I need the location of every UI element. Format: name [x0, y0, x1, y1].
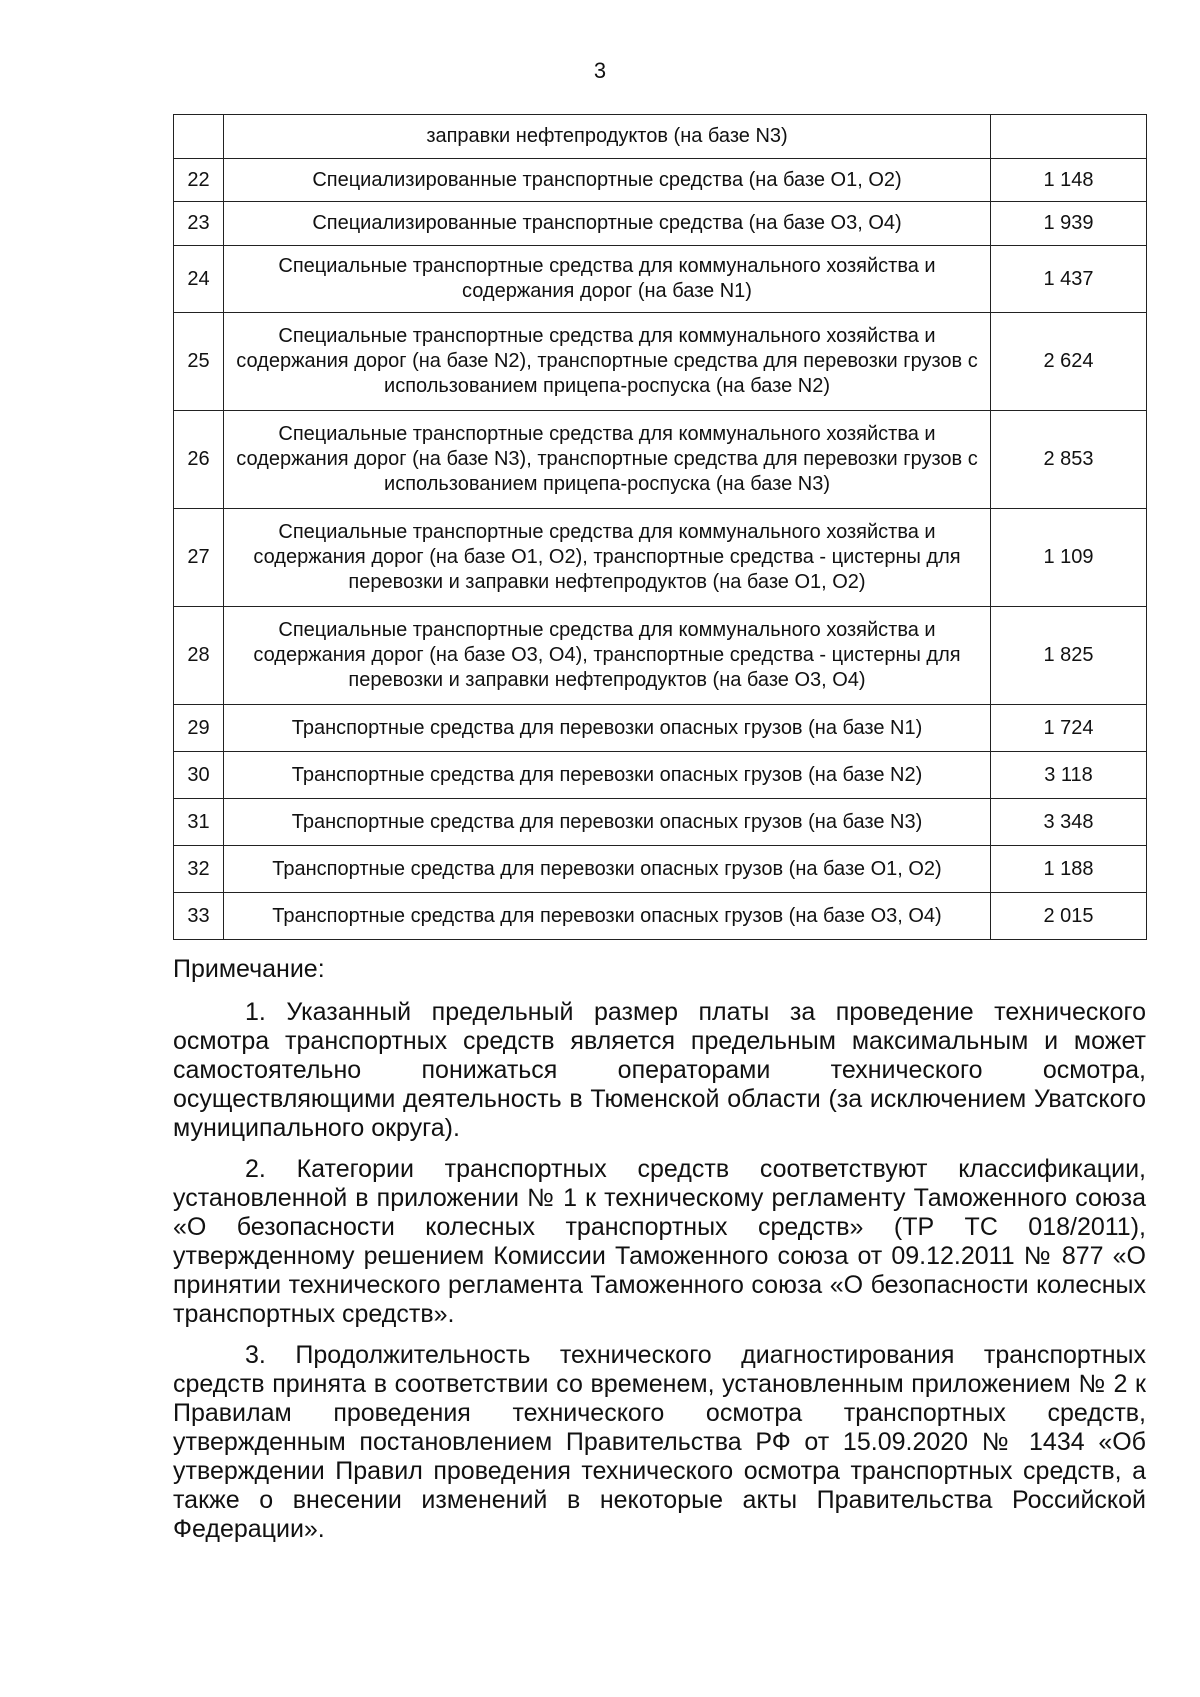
row-number: 22 [174, 159, 224, 202]
fee-amount: 1 724 [991, 705, 1147, 752]
table-row [174, 246, 1147, 313]
fee-amount: 1 939 [991, 202, 1147, 246]
vehicle-category: Транспортные средства для перевозки опасных грузов (на базе О1, О2) [224, 846, 991, 893]
table-row [174, 705, 1147, 752]
fee-amount: 2 853 [991, 411, 1147, 509]
fee-amount: 3 118 [991, 752, 1147, 799]
fee-amount: 1 109 [991, 509, 1147, 607]
table-row [174, 893, 1147, 940]
row-number: 26 [174, 411, 224, 509]
table-row [174, 846, 1147, 893]
row-number: 24 [174, 246, 224, 313]
fee-amount [991, 115, 1147, 159]
table-row [174, 115, 1147, 159]
vehicle-category: Специализированные транспортные средства (на базе О3, О4) [224, 202, 991, 246]
notes-section [173, 955, 1146, 1556]
row-number: 33 [174, 893, 224, 940]
row-number: 28 [174, 607, 224, 705]
table-row [174, 799, 1147, 846]
notes-title: Примечание: [173, 955, 325, 983]
vehicle-category: заправки нефтепродуктов (на базе N3) [224, 115, 991, 159]
vehicle-category: Транспортные средства для перевозки опасных грузов (на базе О3, О4) [224, 893, 991, 940]
vehicle-category: Специальные транспортные средства для коммунального хозяйства и содержания дорог (на базе О1, О2), транспортные средства - цистерны для перевозки и заправки нефтепродуктов (на базе О1, О2) [224, 509, 991, 607]
table-row [174, 202, 1147, 246]
vehicle-category: Транспортные средства для перевозки опасных грузов (на базе N1) [224, 705, 991, 752]
fee-table [173, 114, 1147, 940]
table-row [174, 752, 1147, 799]
fee-amount: 1 437 [991, 246, 1147, 313]
fee-amount: 1 148 [991, 159, 1147, 202]
note-paragraph-1: 1. Указанный предельный размер платы за проведение технического осмотра транспортных средств является предельным максимальным и может самостоятельно понижаться операторами технического осмотра, осуществляющими деятельность в Тюменской области (за исключением Уватского муниципального округа). [173, 998, 1146, 1142]
fee-amount: 2 624 [991, 313, 1147, 411]
vehicle-category: Специальные транспортные средства для коммунального хозяйства и содержания дорог (на базе N2), транспортные средства для перевозки грузов с использованием прицепа-роспуска (на базе N2) [224, 313, 991, 411]
table-row [174, 313, 1147, 411]
row-number: 32 [174, 846, 224, 893]
row-number [174, 115, 224, 159]
row-number: 27 [174, 509, 224, 607]
table-row [174, 509, 1147, 607]
vehicle-category: Транспортные средства для перевозки опасных грузов (на базе N3) [224, 799, 991, 846]
row-number: 23 [174, 202, 224, 246]
vehicle-category: Транспортные средства для перевозки опасных грузов (на базе N2) [224, 752, 991, 799]
vehicle-category: Специальные транспортные средства для коммунального хозяйства и содержания дорог (на базе N3), транспортные средства для перевозки грузов с использованием прицепа-роспуска (на базе N3) [224, 411, 991, 509]
vehicle-category: Специальные транспортные средства для коммунального хозяйства и содержания дорог (на базе О3, О4), транспортные средства - цистерны для перевозки и заправки нефтепродуктов (на базе О3, О4) [224, 607, 991, 705]
fee-amount: 1 825 [991, 607, 1147, 705]
table-row [174, 607, 1147, 705]
note-paragraph-3: 3. Продолжительность технического диагностирования транспортных средств принята в соответствии со временем, установленным приложением № 2 к Правилам проведения технического осмотра транспортных средств, утвержденным постановлением Правительства РФ от 15.09.2020 № 1434 «Об утверждении Правил проведения технического осмотра транспортных средств, а также о внесении изменений в некоторые акты Правительства Российской Федерации». [173, 1341, 1146, 1543]
table-row [174, 411, 1147, 509]
fee-amount: 2 015 [991, 893, 1147, 940]
vehicle-category: Специальные транспортные средства для коммунального хозяйства и содержания дорог (на базе N1) [224, 246, 991, 313]
row-number: 25 [174, 313, 224, 411]
row-number: 30 [174, 752, 224, 799]
table-row [174, 159, 1147, 202]
row-number: 31 [174, 799, 224, 846]
vehicle-category: Специализированные транспортные средства (на базе О1, О2) [224, 159, 991, 202]
row-number: 29 [174, 705, 224, 752]
note-paragraph-2: 2. Категории транспортных средств соответствуют классификации, установленной в приложении № 1 к техническому регламенту Таможенного союза «О безопасности колесных транспортных средств» (ТР ТС 018/2011), утвержденному решением Комиссии Таможенного союза от 09.12.2011 № 877 «О принятии технического регламента Таможенного союза «О безопасности колесных транспортных средств». [173, 1155, 1146, 1328]
fee-amount: 3 348 [991, 799, 1147, 846]
fee-amount: 1 188 [991, 846, 1147, 893]
page-number: 3 [593, 58, 607, 83]
